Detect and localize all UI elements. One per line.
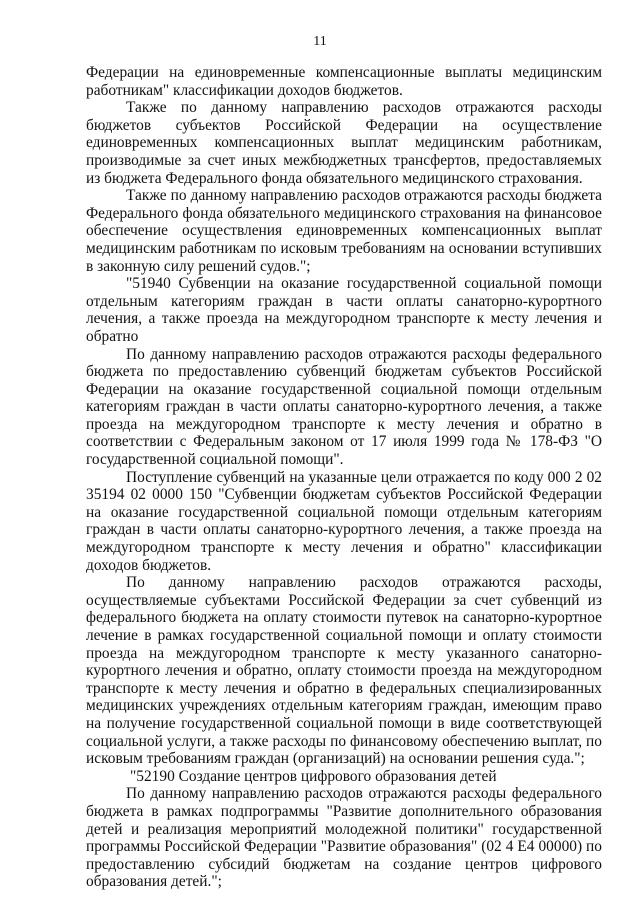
paragraph: По данному направлению расходов отражаются расходы, осуществляемые субъектами Российской Федерации за счет субвенций из федерального бюджета на оплату стоимости путевок на санаторно-курортное лечение в рамках государственной социальной помощи и оплату стоимости проезда на междугородном транспорте к месту указанного санаторно-курортного лечения и обратно, оплату стоимости проезда на междугородном транспорте к месту лечения и обратно в федеральных специализированных медицинских учреждениях отдельным категориям граждан, имеющим право на получение государственной социальной помощи в виде соответствующей социальной услуги, а также расходы по финансовому обеспечению выплат, по исковым требованиям граждан (организаций) на основании решения суда."; bbox=[86, 574, 602, 768]
code-heading-51940: "51940 Субвенции на оказание государственной социальной помощи отдельным категориям граждан в части оплаты санаторно-курортного лечения, а также проезда на междугородном транспорте к месту лечения и обратно bbox=[86, 275, 602, 345]
document-body bbox=[86, 64, 602, 891]
paragraph: По данному направлению расходов отражаются расходы федерального бюджета в рамках подпрограммы "Развитие дополнительного образования детей и реализация мероприятий молодежной политики" государственной программы Российской Федерации "Развитие образования" (02 4 Е4 00000) по предоставлению субсидий бюджетам на создание центров цифрового образования детей."; bbox=[86, 785, 602, 891]
paragraph: По данному направлению расходов отражаются расходы федерального бюджета по предоставлению субвенций бюджетам субъектов Российской Федерации на оказание государственной социальной помощи отдельным категориям граждан в части оплаты санаторно-курортного лечения, а также проезда на междугородном транспорте к месту лечения и обратно в соответствии с Федеральным законом от 17 июля 1999 года № 178-ФЗ "О государственной социальной помощи". bbox=[86, 345, 602, 469]
page-number: 11 bbox=[313, 34, 327, 49]
paragraph-continuation: Федерации на единовременные компенсационные выплаты медицинским работникам" классификации доходов бюджетов. bbox=[86, 64, 602, 99]
paragraph: Также по данному направлению расходов отражаются расходы бюджетов субъектов Российской Федерации на осуществление единовременных компенсационных выплат медицинским работникам, производимые за счет иных межбюджетных трансфертов, предоставляемых из бюджета Федерального фонда обязательного медицинского страхования. bbox=[86, 99, 602, 187]
paragraph: Поступление субвенций на указанные цели отражается по коду 000 2 02 35194 02 0000 150 "Субвенции бюджетам субъектов Российской Федерации на оказание государственной социальной помощи отдельным категориям граждан в части оплаты санаторно-курортного лечения, а также проезда на междугородном транспорте к месту лечения и обратно" классификации доходов бюджетов. bbox=[86, 468, 602, 574]
paragraph: Также по данному направлению расходов отражаются расходы бюджета Федерального фонда обязательного медицинского страхования на финансовое обеспечение осуществления единовременных компенсационных выплат медицинским работникам по исковым требованиям на основании вступивших в законную силу решений судов."; bbox=[86, 187, 602, 275]
code-heading-52190: "52190 Создание центров цифрового образования детей bbox=[130, 767, 497, 785]
